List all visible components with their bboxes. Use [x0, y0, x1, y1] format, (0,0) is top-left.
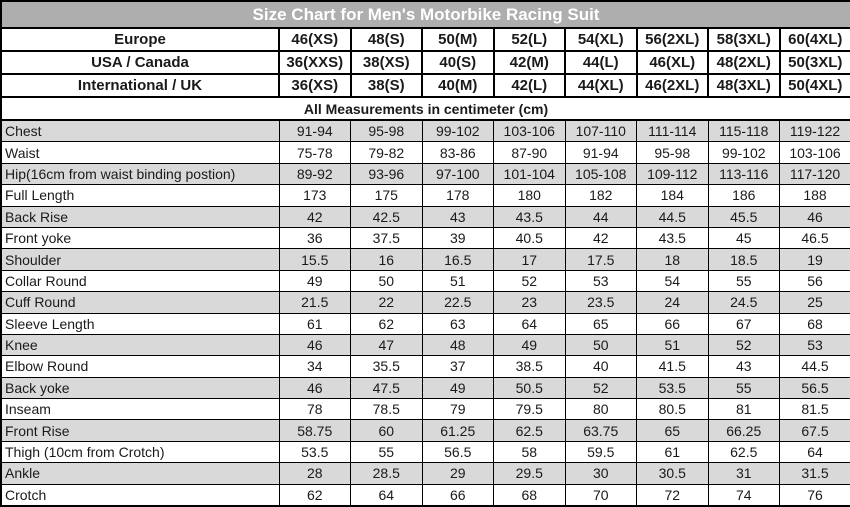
measurement-row-back-yoke	[1, 377, 850, 398]
measurement-value-cell: 28.5	[351, 463, 423, 484]
measurement-value-cell: 43.5	[637, 227, 709, 248]
measurement-value-cell: 67	[708, 313, 780, 334]
measurement-value-cell: 46.5	[780, 227, 850, 248]
measurement-value-cell: 45.5	[708, 206, 780, 227]
measurement-value-cell: 81	[708, 399, 780, 420]
measurement-value-cell: 53.5	[637, 377, 709, 398]
measurement-value-cell: 37.5	[351, 227, 423, 248]
measurement-value-cell: 105-108	[565, 163, 637, 184]
measurement-value-cell: 58	[494, 441, 566, 462]
measurement-value-cell: 115-118	[708, 120, 780, 142]
measurement-label: Front yoke	[1, 227, 279, 248]
measurement-value-cell: 83-86	[422, 142, 494, 163]
measurement-label: Elbow Round	[1, 356, 279, 377]
measurement-row-cuff-round	[1, 292, 850, 313]
measurement-value-cell: 40.5	[494, 227, 566, 248]
measurement-value-cell: 31.5	[780, 463, 850, 484]
measurement-value-cell: 64	[494, 313, 566, 334]
measurement-value-cell: 52	[708, 334, 780, 355]
measurement-value-cell: 81.5	[780, 399, 850, 420]
size-value-cell: 46(XL)	[637, 51, 709, 74]
measurement-value-cell: 64	[780, 441, 850, 462]
measurement-value-cell: 97-100	[422, 163, 494, 184]
size-value-cell: 54(XL)	[565, 28, 637, 51]
measurement-value-cell: 87-90	[494, 142, 566, 163]
measurement-value-cell: 25	[780, 292, 850, 313]
title-row	[1, 1, 850, 28]
measurement-label: Shoulder	[1, 249, 279, 270]
size-value-cell: 52(L)	[494, 28, 566, 51]
measurement-value-cell: 61	[279, 313, 351, 334]
measurement-row-full-length	[1, 185, 850, 206]
measurement-value-cell: 52	[494, 270, 566, 291]
measurement-value-cell: 31	[708, 463, 780, 484]
measurement-value-cell: 30	[565, 463, 637, 484]
measurement-value-cell: 65	[637, 420, 709, 441]
size-value-cell: 46(2XL)	[637, 74, 709, 97]
measurement-value-cell: 41.5	[637, 356, 709, 377]
measurement-value-cell: 46	[279, 377, 351, 398]
size-value-cell: 44(L)	[565, 51, 637, 74]
measurement-value-cell: 91-94	[565, 142, 637, 163]
measurement-row-back-rise	[1, 206, 850, 227]
size-value-cell: 60(4XL)	[780, 28, 850, 51]
measurement-value-cell: 18.5	[708, 249, 780, 270]
measurement-value-cell: 61.25	[422, 420, 494, 441]
measurement-value-cell: 74	[708, 484, 780, 506]
measurement-row-chest	[1, 120, 850, 142]
measurement-value-cell: 51	[422, 270, 494, 291]
size-value-cell: 42(L)	[494, 74, 566, 97]
measurement-value-cell: 24.5	[708, 292, 780, 313]
size-value-cell: 46(XS)	[279, 28, 351, 51]
measurement-value-cell: 50.5	[494, 377, 566, 398]
measurement-value-cell: 56.5	[422, 441, 494, 462]
measurement-value-cell: 46	[780, 206, 850, 227]
measurement-value-cell: 79	[422, 399, 494, 420]
measurement-value-cell: 173	[279, 185, 351, 206]
measurement-value-cell: 62.5	[494, 420, 566, 441]
measurement-value-cell: 34	[279, 356, 351, 377]
measurement-value-cell: 180	[494, 185, 566, 206]
measurement-value-cell: 29	[422, 463, 494, 484]
size-value-cell: 58(3XL)	[708, 28, 780, 51]
measurement-value-cell: 28	[279, 463, 351, 484]
measurement-label: Thigh (10cm from Crotch)	[1, 441, 279, 462]
measurement-value-cell: 80	[565, 399, 637, 420]
measurement-label: Crotch	[1, 484, 279, 506]
measurement-row-shoulder	[1, 249, 850, 270]
measurement-label: Ankle	[1, 463, 279, 484]
measurement-value-cell: 66	[422, 484, 494, 506]
measurement-section	[1, 120, 850, 506]
measurement-value-cell: 22	[351, 292, 423, 313]
measurement-label: Inseam	[1, 399, 279, 420]
measurement-value-cell: 56.5	[780, 377, 850, 398]
measurement-row-inseam	[1, 399, 850, 420]
measurement-row-ankle	[1, 463, 850, 484]
measurement-value-cell: 50	[351, 270, 423, 291]
measurement-value-cell: 40	[565, 356, 637, 377]
measurement-value-cell: 43.5	[494, 206, 566, 227]
measurement-value-cell: 184	[637, 185, 709, 206]
size-value-cell: 48(3XL)	[708, 74, 780, 97]
measurement-value-cell: 78.5	[351, 399, 423, 420]
measurement-row-knee	[1, 334, 850, 355]
size-region-label: Europe	[1, 28, 279, 51]
measurement-value-cell: 91-94	[279, 120, 351, 142]
measurement-value-cell: 37	[422, 356, 494, 377]
measurement-value-cell: 53	[780, 334, 850, 355]
measurement-value-cell: 55	[708, 270, 780, 291]
measurement-value-cell: 22.5	[422, 292, 494, 313]
size-value-cell: 48(S)	[351, 28, 423, 51]
title-section	[1, 1, 850, 28]
measurement-label: Waist	[1, 142, 279, 163]
measurement-value-cell: 63.75	[565, 420, 637, 441]
measurement-label: Front Rise	[1, 420, 279, 441]
size-value-cell: 36(XXS)	[279, 51, 351, 74]
measurement-value-cell: 42	[279, 206, 351, 227]
measurement-value-cell: 61	[637, 441, 709, 462]
measurement-value-cell: 79-82	[351, 142, 423, 163]
measurement-value-cell: 59.5	[565, 441, 637, 462]
measurement-value-cell: 30.5	[637, 463, 709, 484]
measurement-value-cell: 55	[708, 377, 780, 398]
measurement-value-cell: 62.5	[708, 441, 780, 462]
measurement-label: Cuff Round	[1, 292, 279, 313]
measurement-row-sleeve-length	[1, 313, 850, 334]
measurement-value-cell: 51	[637, 334, 709, 355]
measurement-value-cell: 93-96	[351, 163, 423, 184]
measurement-value-cell: 109-112	[637, 163, 709, 184]
measurement-value-cell: 39	[422, 227, 494, 248]
measurement-value-cell: 80.5	[637, 399, 709, 420]
measurement-value-cell: 99-102	[422, 120, 494, 142]
size-value-cell: 38(XS)	[351, 51, 423, 74]
size-value-cell: 42(M)	[494, 51, 566, 74]
measurement-value-cell: 44.5	[637, 206, 709, 227]
measurement-value-cell: 55	[351, 441, 423, 462]
measurement-value-cell: 103-106	[780, 142, 850, 163]
size-row-international-uk	[1, 74, 850, 97]
note-section	[1, 97, 850, 120]
measurement-value-cell: 58.75	[279, 420, 351, 441]
measurement-value-cell: 49	[279, 270, 351, 291]
measurement-value-cell: 49	[494, 334, 566, 355]
measurement-row-hip-16cm-from-waist-binding-postion	[1, 163, 850, 184]
measurement-value-cell: 50	[565, 334, 637, 355]
measurement-value-cell: 119-122	[780, 120, 850, 142]
measurement-value-cell: 42.5	[351, 206, 423, 227]
measurement-value-cell: 60	[351, 420, 423, 441]
size-region-label: USA / Canada	[1, 51, 279, 74]
measurement-value-cell: 188	[780, 185, 850, 206]
measurement-value-cell: 70	[565, 484, 637, 506]
measurement-label: Back yoke	[1, 377, 279, 398]
measurement-value-cell: 64	[351, 484, 423, 506]
measurement-value-cell: 42	[565, 227, 637, 248]
measurement-value-cell: 76	[780, 484, 850, 506]
measurement-value-cell: 44.5	[780, 356, 850, 377]
size-row-europe	[1, 28, 850, 51]
measurement-value-cell: 24	[637, 292, 709, 313]
measurement-value-cell: 56	[780, 270, 850, 291]
measurement-value-cell: 48	[422, 334, 494, 355]
size-header-section	[1, 28, 850, 97]
measurement-row-crotch	[1, 484, 850, 506]
size-value-cell: 50(3XL)	[780, 51, 850, 74]
measurement-value-cell: 21.5	[279, 292, 351, 313]
measurement-value-cell: 17.5	[565, 249, 637, 270]
size-value-cell: 40(S)	[422, 51, 494, 74]
measurement-value-cell: 36	[279, 227, 351, 248]
measurement-value-cell: 23.5	[565, 292, 637, 313]
measurement-value-cell: 62	[351, 313, 423, 334]
measurement-value-cell: 47.5	[351, 377, 423, 398]
size-value-cell: 44(XL)	[565, 74, 637, 97]
size-value-cell: 50(4XL)	[780, 74, 850, 97]
measurement-value-cell: 53	[565, 270, 637, 291]
size-value-cell: 36(XS)	[279, 74, 351, 97]
measurement-value-cell: 47	[351, 334, 423, 355]
measurement-value-cell: 68	[780, 313, 850, 334]
measurement-row-thigh-10cm-from-crotch	[1, 441, 850, 462]
measurement-value-cell: 66.25	[708, 420, 780, 441]
measurement-value-cell: 44	[565, 206, 637, 227]
measurement-value-cell: 43	[708, 356, 780, 377]
measurement-value-cell: 111-114	[637, 120, 709, 142]
measurement-value-cell: 43	[422, 206, 494, 227]
size-value-cell: 48(2XL)	[708, 51, 780, 74]
measurement-value-cell: 62	[279, 484, 351, 506]
size-row-usa-canada	[1, 51, 850, 74]
measurement-row-front-rise	[1, 420, 850, 441]
measurement-value-cell: 63	[422, 313, 494, 334]
measurement-value-cell: 72	[637, 484, 709, 506]
measurement-value-cell: 95-98	[351, 120, 423, 142]
measurement-value-cell: 45	[708, 227, 780, 248]
measurement-value-cell: 107-110	[565, 120, 637, 142]
measurement-value-cell: 68	[494, 484, 566, 506]
measurement-value-cell: 38.5	[494, 356, 566, 377]
measurement-value-cell: 113-116	[708, 163, 780, 184]
measurement-value-cell: 67.5	[780, 420, 850, 441]
measurement-label: Back Rise	[1, 206, 279, 227]
measurement-label: Collar Round	[1, 270, 279, 291]
measurement-value-cell: 79.5	[494, 399, 566, 420]
measurement-value-cell: 182	[565, 185, 637, 206]
measurement-value-cell: 54	[637, 270, 709, 291]
measurement-value-cell: 95-98	[637, 142, 709, 163]
measurement-value-cell: 65	[565, 313, 637, 334]
measurement-value-cell: 89-92	[279, 163, 351, 184]
measurement-value-cell: 16.5	[422, 249, 494, 270]
measurement-value-cell: 75-78	[279, 142, 351, 163]
measurement-value-cell: 99-102	[708, 142, 780, 163]
size-value-cell: 40(M)	[422, 74, 494, 97]
measurement-value-cell: 49	[422, 377, 494, 398]
measurement-value-cell: 23	[494, 292, 566, 313]
measurement-row-waist	[1, 142, 850, 163]
size-value-cell: 56(2XL)	[637, 28, 709, 51]
size-region-label: International / UK	[1, 74, 279, 97]
measurement-value-cell: 15.5	[279, 249, 351, 270]
measurement-label: Hip(16cm from waist binding postion)	[1, 163, 279, 184]
measurement-value-cell: 16	[351, 249, 423, 270]
unit-note-row	[1, 97, 850, 120]
measurement-label: Chest	[1, 120, 279, 142]
measurement-value-cell: 103-106	[494, 120, 566, 142]
measurement-value-cell: 17	[494, 249, 566, 270]
measurement-value-cell: 178	[422, 185, 494, 206]
measurement-value-cell: 29.5	[494, 463, 566, 484]
measurement-value-cell: 35.5	[351, 356, 423, 377]
measurement-value-cell: 46	[279, 334, 351, 355]
measurement-unit-note: All Measurements in centimeter (cm)	[1, 97, 850, 120]
measurement-value-cell: 53.5	[279, 441, 351, 462]
measurement-value-cell: 117-120	[780, 163, 850, 184]
measurement-value-cell: 19	[780, 249, 850, 270]
size-value-cell: 50(M)	[422, 28, 494, 51]
measurement-row-collar-round	[1, 270, 850, 291]
measurement-value-cell: 78	[279, 399, 351, 420]
measurement-value-cell: 66	[637, 313, 709, 334]
measurement-row-front-yoke	[1, 227, 850, 248]
measurement-value-cell: 52	[565, 377, 637, 398]
measurement-value-cell: 101-104	[494, 163, 566, 184]
measurement-value-cell: 18	[637, 249, 709, 270]
size-value-cell: 38(S)	[351, 74, 423, 97]
measurement-value-cell: 186	[708, 185, 780, 206]
measurement-label: Full Length	[1, 185, 279, 206]
measurement-label: Sleeve Length	[1, 313, 279, 334]
chart-title: Size Chart for Men's Motorbike Racing Suit	[1, 1, 850, 28]
measurement-row-elbow-round	[1, 356, 850, 377]
measurement-label: Knee	[1, 334, 279, 355]
measurement-value-cell: 175	[351, 185, 423, 206]
